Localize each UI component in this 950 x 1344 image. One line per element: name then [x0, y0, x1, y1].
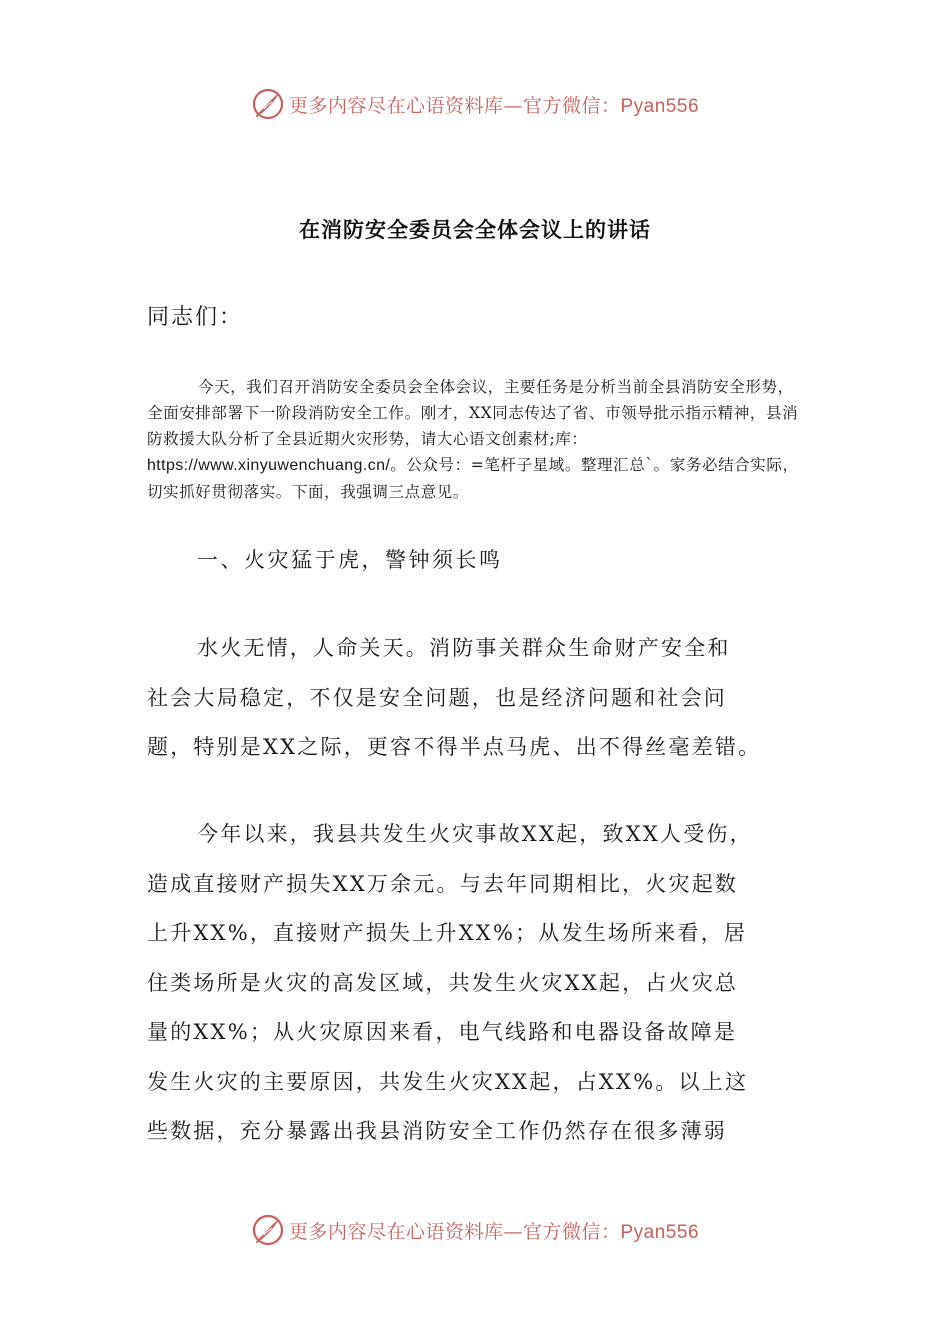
paragraph-line: 社会大局稳定，不仅是安全问题，也是经济问题和社会问	[147, 685, 727, 710]
paragraph-line: 水火无情，人命关天。消防事关群众生命财产安全和	[197, 636, 731, 660]
intro-text-start: 今天，我们召开消防安全委员会全体会议，主要任务是分析当前全县消防安全形势，全面安排部署下一阶段消防安全工作。刚才，XX同志传达了省、市领导批示指示精神，县消防救援大队分析了全县近期火灾形势，请大心语文创素材;库：	[147, 378, 799, 448]
paragraph-line: 些数据，充分暴露出我县消防安全工作仍然存在很多薄弱	[147, 1119, 727, 1143]
intro-text-end: 。公众号：=笔杆子星域。整理汇总`。家务必结合实际，切实抓好贯彻落实。下面，我强调三点意见。	[147, 456, 799, 501]
document-title: 在消防安全委员会全体会议上的讲话	[299, 218, 651, 242]
watermark-text	[289, 1217, 699, 1244]
watermark-handle: Pyan556	[620, 1221, 700, 1243]
paragraph-line: 上升XX%，直接财产损失上升XX%；从发生场所来看，居	[147, 921, 748, 945]
watermark-handle: Pyan556	[620, 95, 700, 117]
footer-watermark	[0, 1208, 950, 1252]
body-paragraph-2	[147, 810, 817, 1157]
paragraph-line: 题，特别是XX之际，更容不得半点马虎、出不得丝毫差错。	[147, 735, 762, 759]
header-watermark	[0, 82, 950, 126]
intro-url: https://www.xinyuwenchuang.cn/	[147, 457, 391, 474]
paragraph-line: 量的XX%；从火灾原因来看，电气线路和电器设备故障是	[147, 1020, 738, 1044]
quill-logo-icon	[251, 1213, 285, 1247]
paragraph-line: 造成直接财产损失XX万余元。与去年同期相比，火灾起数	[147, 871, 739, 896]
paragraph-line: 发生火灾的主要原因，共发生火灾XX起，占XX%。以上这	[147, 1069, 749, 1094]
body-paragraph-1	[147, 624, 817, 773]
watermark-text	[289, 91, 699, 118]
salutation: 同志们：	[147, 305, 244, 330]
section-heading-1: 一、火灾猛于虎，警钟须长鸣	[197, 548, 503, 572]
paragraph-line: 住类场所是火灾的高发区域，共发生火灾XX起，占火灾总	[147, 970, 739, 995]
intro-paragraph	[147, 374, 807, 505]
watermark-label: 更多内容尽在心语资料库—官方微信：	[288, 1220, 621, 1243]
paragraph-line: 今年以来，我县共发生火灾事故XX起，致XX人受伤，	[197, 822, 753, 846]
watermark-label: 更多内容尽在心语资料库—官方微信：	[288, 94, 621, 117]
quill-logo-icon	[251, 87, 285, 121]
